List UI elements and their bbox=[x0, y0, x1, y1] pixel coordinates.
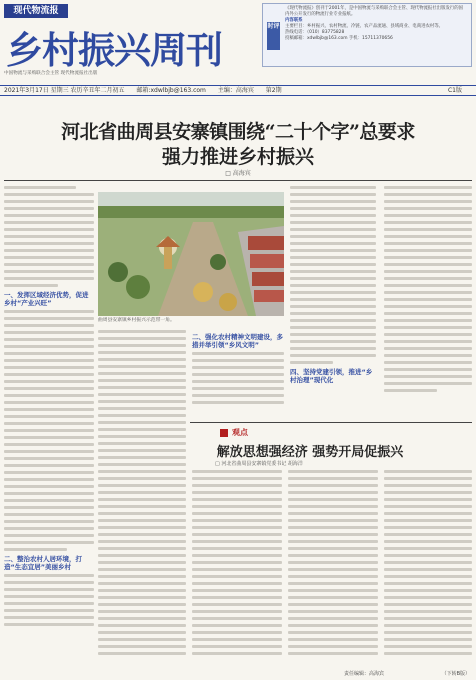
masthead-subtitle: 中国物流与采购联合会主管 现代物流报社出版 bbox=[4, 71, 98, 76]
review-column-b bbox=[288, 470, 378, 666]
middle-column-b bbox=[192, 330, 284, 422]
contact-email: 邮箱:xdwlbjb@163.com bbox=[136, 87, 206, 94]
review-headline: 解放思想强经济 强势开局促振兴 bbox=[216, 445, 404, 460]
review-tag: 观点 bbox=[218, 427, 288, 439]
middle-column-a bbox=[98, 330, 186, 666]
info-line: 《现代物流报》创刊于2001年，是中国物流与采购联合会主管、现代物流报社出版发行的国内外公开发行的物流行业专业报纸。 bbox=[285, 6, 464, 17]
section-heading-1: 一、发挥区域经济优势，促进乡村“产业兴旺” bbox=[4, 291, 89, 307]
section-code: C1版 bbox=[447, 87, 462, 94]
section-heading-2: 二、整治农村人居环境，打造“生态宜居”美丽乡村 bbox=[4, 555, 82, 571]
paper-badge: 现代物流报 bbox=[4, 4, 68, 18]
right-column bbox=[384, 186, 472, 421]
review-column-c bbox=[384, 470, 472, 666]
main-headline: 河北省曲周县安寨镇围绕“二十个字”总要求 bbox=[61, 121, 415, 143]
review-byline: □ 河北省曲周县安寨镇党委书记 胡海洋 bbox=[215, 461, 303, 467]
info-highlight: 内容联系 bbox=[285, 18, 303, 23]
left-column bbox=[4, 186, 94, 666]
continue-note: （下转B版） bbox=[441, 671, 470, 677]
middle-right-column bbox=[290, 186, 376, 386]
review-divider bbox=[190, 422, 472, 423]
info-line: 主要栏目：乡村振兴、农村物流、冷链、农产品流通、县域商业、电商进农村等。 bbox=[285, 24, 444, 29]
article-byline: □ 高海宾 bbox=[225, 170, 251, 177]
photo-caption: 曲周县安寨镇乡村振兴示范带一角。 bbox=[98, 318, 175, 323]
info-tag: 时评 bbox=[267, 22, 280, 50]
issue-number: 第2期 bbox=[265, 87, 282, 94]
section-heading-3: 二、强化农村精神文明建设，多措并举引领“乡风文明” bbox=[192, 333, 283, 349]
main-headline-2: 强力推进乡村振兴 bbox=[161, 146, 314, 168]
info-box bbox=[262, 3, 472, 67]
masthead-title: 乡村振兴周刊 bbox=[6, 28, 222, 72]
review-column-a bbox=[192, 470, 282, 666]
date-strip bbox=[0, 85, 476, 96]
section-heading-4: 四、坚持党建引领，推进“乡村治理”现代化 bbox=[290, 368, 373, 384]
info-line: 投稿邮箱：xdwlbjb@163.com 手机：15711370656 bbox=[285, 36, 393, 41]
info-line: 热线电话：（010）83775828 bbox=[285, 30, 345, 35]
village-photo bbox=[98, 192, 284, 316]
page-editor: 责任编辑：高海宾 bbox=[344, 671, 385, 677]
issue-date: 2021年3月17日 星期三 农历辛丑年二月初五 bbox=[4, 87, 125, 94]
divider bbox=[4, 180, 472, 181]
chief-editor: 主编：高海宾 bbox=[217, 87, 254, 94]
